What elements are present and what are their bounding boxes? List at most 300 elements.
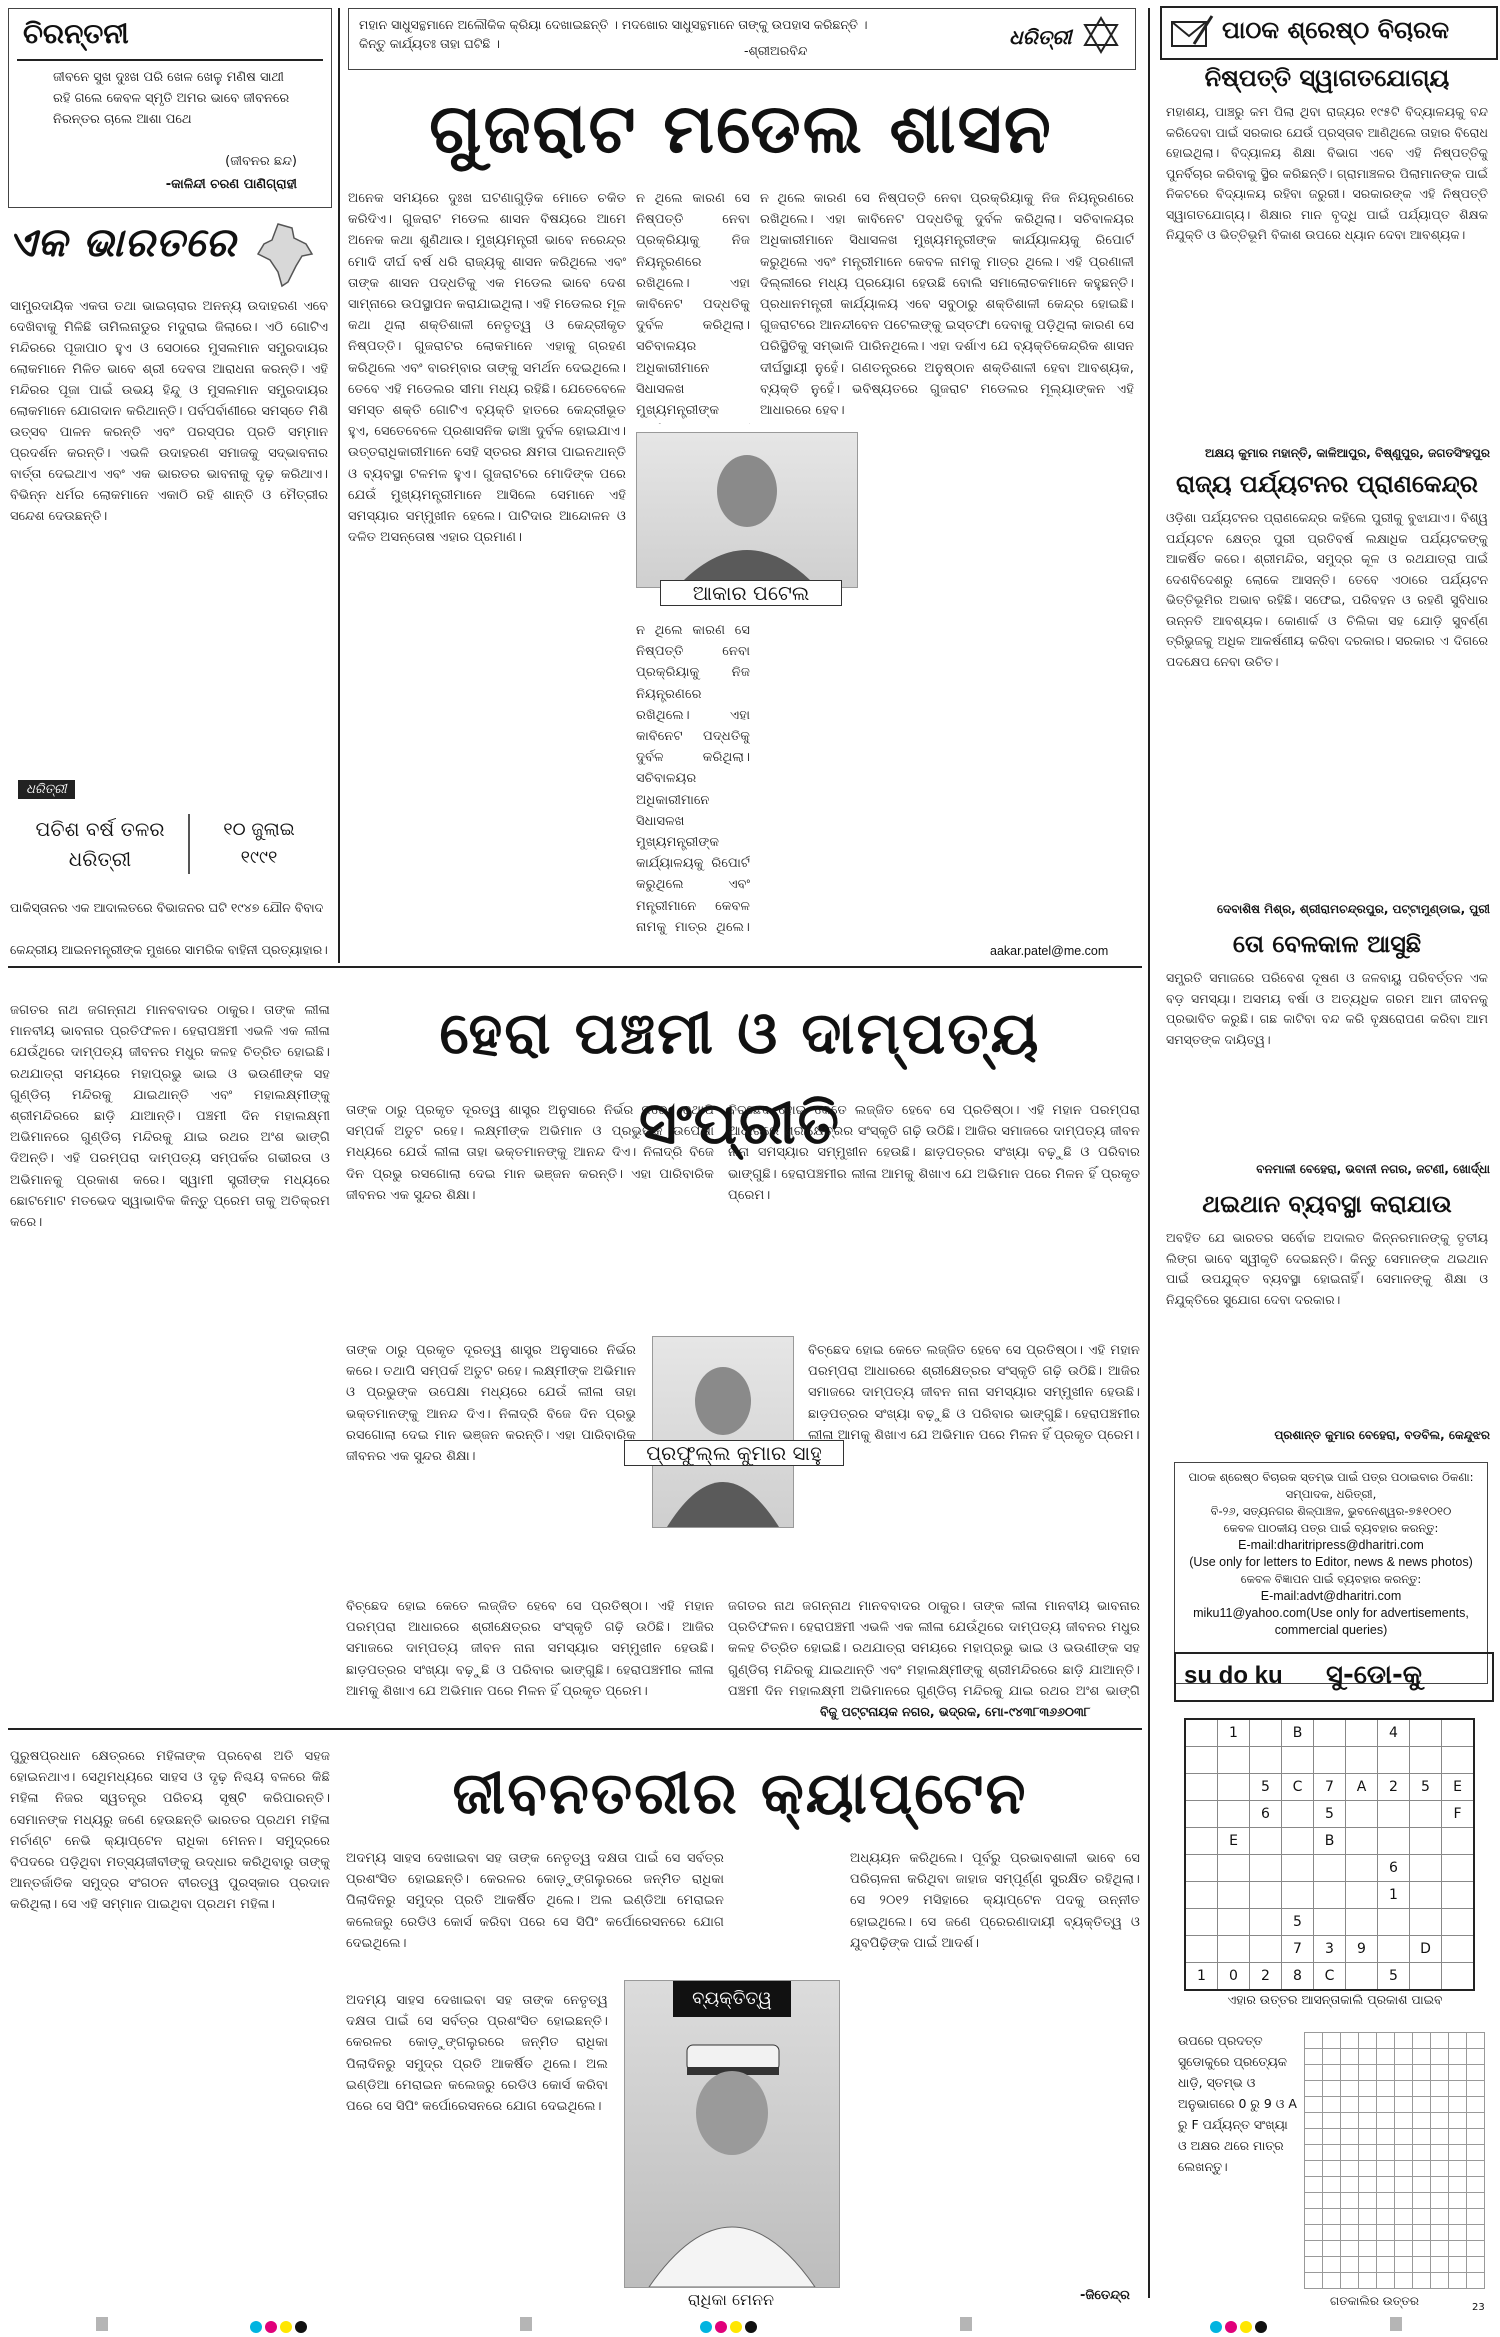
solution-cell bbox=[1305, 2193, 1323, 2209]
solution-cell bbox=[1323, 2225, 1341, 2241]
sudoku-row bbox=[1185, 1855, 1474, 1882]
solution-row bbox=[1305, 2033, 1485, 2049]
solution-cell bbox=[1359, 2065, 1377, 2081]
sudoku-cell[interactable] bbox=[1346, 1747, 1378, 1774]
sudoku-cell[interactable] bbox=[1185, 1936, 1218, 1963]
photo-radhika-menon bbox=[624, 1980, 840, 2288]
solution-cell bbox=[1449, 2193, 1467, 2209]
sudoku-cell[interactable] bbox=[1314, 1909, 1346, 1936]
footer-mark-3 bbox=[960, 2317, 972, 2331]
pachisa-item-2: କେନ୍ଦ୍ରୀୟ ଆଇନମନ୍ତ୍ରୀଙ୍କ ମୁଖରେ ସାମରିକ ବାହିନୀ ପ୍ରତ୍ୟାହାର। bbox=[10, 942, 328, 957]
sudoku-cell[interactable] bbox=[1185, 1774, 1218, 1801]
solution-cell bbox=[1431, 2049, 1449, 2065]
sudoku-cell[interactable]: 0 bbox=[1218, 1963, 1250, 1991]
letter-2-sender: ଦେବାଶିଷ ମିଶ୍ର, ଶ୍ରୀରାମଚନ୍ଦ୍ରପୁର, ପଟ୍ଟାମୁଣ୍ଡାଇ, ପୁରୀ bbox=[1217, 902, 1490, 916]
solution-cell bbox=[1449, 2241, 1467, 2257]
sudoku-cell[interactable]: B bbox=[1314, 1828, 1346, 1855]
sudoku-row bbox=[1185, 1774, 1474, 1801]
solution-cell bbox=[1359, 2081, 1377, 2097]
solution-cell bbox=[1467, 2257, 1485, 2273]
solution-cell bbox=[1359, 2225, 1377, 2241]
solution-cell bbox=[1323, 2193, 1341, 2209]
solution-cell bbox=[1359, 2129, 1377, 2145]
solution-cell bbox=[1449, 2113, 1467, 2129]
solution-cell bbox=[1449, 2097, 1467, 2113]
solution-cell bbox=[1449, 2129, 1467, 2145]
solution-row bbox=[1305, 2273, 1485, 2289]
masthead-paper-name: ଧରିତ୍ରୀ bbox=[1009, 25, 1072, 49]
solution-cell bbox=[1395, 2273, 1413, 2289]
solution-cell bbox=[1467, 2177, 1485, 2193]
sudoku-cell[interactable] bbox=[1378, 1801, 1410, 1828]
solution-cell bbox=[1467, 2065, 1485, 2081]
sudoku-cell[interactable]: A bbox=[1346, 1774, 1378, 1801]
solution-cell bbox=[1431, 2081, 1449, 2097]
solution-cell bbox=[1467, 2129, 1485, 2145]
solution-cell bbox=[1395, 2161, 1413, 2177]
solution-cell bbox=[1341, 2177, 1359, 2193]
sudoku-cell[interactable] bbox=[1250, 1719, 1282, 1747]
sudoku-cell[interactable]: 2 bbox=[1378, 1774, 1410, 1801]
footer-registration bbox=[0, 2316, 1500, 2332]
india-map-icon bbox=[248, 220, 320, 292]
sudoku-cell[interactable] bbox=[1218, 1936, 1250, 1963]
pachisa-box bbox=[8, 780, 330, 880]
sudoku-cell[interactable] bbox=[1442, 1963, 1475, 1991]
solution-cell bbox=[1323, 2177, 1341, 2193]
sudoku-cell[interactable]: 1 bbox=[1218, 1719, 1250, 1747]
pathaka-banner-title: ପାଠକ ଶ୍ରେଷ୍ଠ ବିଚାରକ bbox=[1222, 16, 1450, 44]
sudoku-cell[interactable] bbox=[1442, 1747, 1475, 1774]
contact-email-press: E-mail:dharitripress@dharitri.com bbox=[1238, 1538, 1424, 1552]
solution-cell bbox=[1413, 2225, 1431, 2241]
sudoku-cell[interactable] bbox=[1250, 1828, 1282, 1855]
masthead-quote-box bbox=[348, 8, 1136, 70]
sudoku-cell[interactable] bbox=[1346, 1909, 1378, 1936]
sudoku-cell[interactable] bbox=[1185, 1801, 1218, 1828]
solution-row bbox=[1305, 2065, 1485, 2081]
solution-cell bbox=[1413, 2161, 1431, 2177]
solution-cell bbox=[1431, 2113, 1449, 2129]
envelope-pen-icon bbox=[1170, 14, 1214, 50]
contact-line-2: ସମ୍ପାଦକ, ଧରିତ୍ରୀ, bbox=[1285, 1487, 1377, 1501]
solution-cell bbox=[1305, 2241, 1323, 2257]
solution-row bbox=[1305, 2241, 1485, 2257]
solution-cell bbox=[1341, 2113, 1359, 2129]
footer-mark-2 bbox=[520, 2317, 532, 2331]
sudoku-cell[interactable] bbox=[1282, 1747, 1314, 1774]
solution-cell bbox=[1359, 2145, 1377, 2161]
solution-cell bbox=[1413, 2049, 1431, 2065]
solution-cell bbox=[1341, 2081, 1359, 2097]
solution-cell bbox=[1467, 2049, 1485, 2065]
ekbharat-title: ଏକ ଭାରତରେ bbox=[8, 220, 330, 290]
sudoku-cell[interactable] bbox=[1442, 1828, 1475, 1855]
solution-cell bbox=[1413, 2177, 1431, 2193]
sudoku-cell[interactable] bbox=[1346, 1828, 1378, 1855]
solution-cell bbox=[1377, 2097, 1395, 2113]
solution-row bbox=[1305, 2225, 1485, 2241]
solution-cell bbox=[1377, 2049, 1395, 2065]
letter-2-body: ଓଡ଼ିଶା ପର୍ଯ୍ୟଟନର ପ୍ରାଣକେନ୍ଦ୍ର କହିଲେ ପୁରୀକୁ ବୁଝାଯାଏ। ବିଶ୍ୱ ପର୍ଯ୍ୟଟନ କ୍ଷେତ୍ର ପୁରୀ ପ୍ରତିବର୍ଷ ଲକ୍ଷାଧିକ ପର୍ଯ୍ୟଟକଙ୍କୁ ଆକର୍ଷିତ କରେ। ଶ୍ରୀମନ୍ଦିର, ସମୁଦ୍ର କୂଳ ଓ ରଥଯାତ୍ରା ପାଇଁ ଦେଶବିଦେଶରୁ ଲୋକେ ଆସନ୍ତି। ତେବେ ଏଠାରେ ପର୍ଯ୍ୟଟନ ଭିତ୍ତିଭୂମିର ଅଭାବ ରହିଛି। ସଫେଇ, ପରିବହନ ଓ ରହଣି ସୁବିଧାର ଉନ୍ନତି ଆବଶ୍ୟକ। କୋଣାର୍କ ଓ ଚିଲିକା ସହ ଯୋଡ଼ି ସୁବର୍ଣ୍ଣ ତ୍ରିଭୁଜକୁ ଅଧିକ ଆକର୍ଷଣୀୟ କରିବା ଦରକାର। ସରକାର ଏ ଦିଗରେ ପଦକ୍ଷେପ ନେବା ଉଚିତ। bbox=[1166, 510, 1488, 669]
sudoku-cell[interactable] bbox=[1410, 1855, 1442, 1882]
sudoku-cell[interactable] bbox=[1410, 1801, 1442, 1828]
gujarat-col-3: ନ ଥିଲେ କାରଣ ସେ ନିଷ୍ପତ୍ତି ନେବା ପ୍ରକ୍ରିୟାକୁ ନିଜ ନିୟନ୍ତ୍ରଣରେ ରଖିଥିଲେ। ଏହା କାବିନେଟ ପଦ୍ଧତିକୁ ଦୁର୍ବଳ କରିଥିଲା। ସଚିବାଳୟର ଅଧିକାରୀମାନେ ସିଧାସଳଖ ମୁଖ୍ୟମନ୍ତ୍ରୀଙ୍କ କାର୍ଯ୍ୟାଳୟକୁ ରିପୋର୍ଟ କରୁଥିଲେ ଏବଂ ମନ୍ତ୍ରୀମାନେ କେବଳ ନାମକୁ ମାତ୍ର ଥିଲେ। ଏହି ପ୍ରଣାଳୀ ଦିଲ୍ଲୀରେ ମଧ୍ୟ ପ୍ରୟୋଗ ହେଉଛି ବୋଲି ସମାଲୋଚକମାନେ କହୁଛନ୍ତି। ପ୍ରଧାନମନ୍ତ୍ରୀ କାର୍ଯ୍ୟାଳୟ ଏବେ ସବୁଠାରୁ ଶକ୍ତିଶାଳୀ କେନ୍ଦ୍ର ହୋଇଛି। ଗୁଜରାଟରେ ଆନନ୍ଦୀବେନ ପଟେଲଙ୍କୁ ଇସ୍ତଫା ଦେବାକୁ ପଡ଼ିଥିଲା କାରଣ ସେ ପରିସ୍ଥିତିକୁ ସମ୍ଭାଳି ପାରିନଥିଲେ। ଏହା ଦର୍ଶାଏ ଯେ ବ୍ୟକ୍ତିକେନ୍ଦ୍ରିକ ଶାସନ ଦୀର୍ଘସ୍ଥାୟୀ ନୁହେଁ। ଗଣତନ୍ତ୍ରରେ ଅନୁଷ୍ଠାନ ଶକ୍ତିଶାଳୀ ହେବା ଆବଶ୍ୟକ, ବ୍ୟକ୍ତି ନୁହେଁ। ଭବିଷ୍ୟତରେ ଗୁଜରାଟ ମଡେଲର ମୂଲ୍ୟାଙ୍କନ ଏହି ଆଧାରରେ ହେବ। bbox=[760, 191, 1134, 419]
solution-cell bbox=[1413, 2081, 1431, 2097]
sudoku-cell[interactable]: 1 bbox=[1185, 1963, 1218, 1991]
sudoku-cell[interactable]: 8 bbox=[1282, 1963, 1314, 1991]
solution-cell bbox=[1359, 2273, 1377, 2289]
solution-cell bbox=[1359, 2193, 1377, 2209]
solution-cell bbox=[1467, 2097, 1485, 2113]
footer-mark-4 bbox=[1390, 2317, 1402, 2331]
pachisa-date: ୧୦ ଜୁଲାଇ ୧୯୯୧ bbox=[223, 819, 295, 868]
solution-cell bbox=[1395, 2177, 1413, 2193]
sudoku-cell[interactable]: 5 bbox=[1282, 1909, 1314, 1936]
letter-1-sender: ଅକ୍ଷୟ କୁମାର ମହାନ୍ତି, କାଳିଆପୁର, ବିଷ୍ଣୁପୁର, ଜଗତସିଂହପୁର bbox=[1204, 446, 1490, 460]
sudoku-cell[interactable] bbox=[1282, 1801, 1314, 1828]
sudoku-cell[interactable] bbox=[1218, 1747, 1250, 1774]
solution-cell bbox=[1323, 2241, 1341, 2257]
solution-cell bbox=[1323, 2065, 1341, 2081]
solution-row bbox=[1305, 2145, 1485, 2161]
solution-cell bbox=[1395, 2129, 1413, 2145]
jibana-byline: -ଜିତେନ୍ଦ୍ର bbox=[1080, 2288, 1130, 2303]
hera-col-1: ଜଗତର ନାଥ ଜଗନ୍ନାଥ ମାନବବାଦର ଠାକୁର। ତାଙ୍କ ଲୀଳା ମାନବୀୟ ଭାବନାର ପ୍ରତିଫଳନ। ହେରାପଞ୍ଚମୀ ଏଭଳି ଏକ ଲୀଳା ଯେଉଁଥିରେ ଦାମ୍ପତ୍ୟ ଜୀବନର ମଧୁର କଳହ ଚିତ୍ରିତ ହୋଇଛି। ରଥଯାତ୍ରା ସମୟରେ ମହାପ୍ରଭୁ ଭାଇ ଓ ଭଉଣୀଙ୍କ ସହ ଗୁଣ୍ଡିଚା ମନ୍ଦିରକୁ ଯାଇଥାନ୍ତି ଏବଂ ମହାଲକ୍ଷ୍ମୀଙ୍କୁ ଶ୍ରୀମନ୍ଦିରରେ ଛାଡ଼ି ଯାଆନ୍ତି। ପଞ୍ଚମୀ ଦିନ ମହାଲକ୍ଷ୍ମୀ ଅଭିମାନରେ ଗୁଣ୍ଡିଚା ମନ୍ଦିରକୁ ଯାଇ ରଥର ଅଂଶ ଭାଙ୍ଗି ଦିଅନ୍ତି। ଏହି ପରମ୍ପରା ଦାମ୍ପତ୍ୟ ସମ୍ପର୍କର ଗଭୀରତା ଓ ଅଭିମାନକୁ ପ୍ରକାଶ କରେ। ସ୍ୱାମୀ ସ୍ତ୍ରୀଙ୍କ ମଧ୍ୟରେ ଛୋଟମୋଟ ମତଭେଦ ସ୍ୱାଭାବିକ କିନ୍ତୁ ପ୍ରେମ ତାକୁ ଅତିକ୍ରମ କରେ। bbox=[10, 1003, 330, 1231]
sudoku-cell[interactable] bbox=[1185, 1882, 1218, 1909]
sudoku-cell[interactable] bbox=[1250, 1855, 1282, 1882]
solution-cell bbox=[1449, 2065, 1467, 2081]
sudoku-cell[interactable] bbox=[1218, 1909, 1250, 1936]
author-photo-prafulla-sahu bbox=[652, 1336, 794, 1528]
solution-cell bbox=[1305, 2225, 1323, 2241]
sudoku-cell[interactable] bbox=[1346, 1882, 1378, 1909]
sudoku-cell[interactable] bbox=[1346, 1719, 1378, 1747]
solution-cell bbox=[1395, 2065, 1413, 2081]
solution-row bbox=[1305, 2049, 1485, 2065]
sudoku-cell[interactable] bbox=[1346, 1963, 1378, 1991]
jibana-col-2: ଅଦମ୍ୟ ସାହସ ଦେଖାଇବା ସହ ତାଙ୍କ ନେତୃତ୍ୱ ଦକ୍ଷତା ପାଇଁ ସେ ସର୍ବତ୍ର ପ୍ରଶଂସିତ ହୋଇଛନ୍ତି। କେରଳର କୋଡ଼ୁଙ୍ଗଲୁରରେ ଜନ୍ମିତ ରାଧିକା ପିଲାଦିନରୁ ସମୁଦ୍ର ପ୍ରତି ଆକର୍ଷିତ ଥିଲେ। ଅଲ ଇଣ୍ଡିଆ ମେରାଇନ କଲେଜରୁ ରେଡିଓ କୋର୍ସ କରିବା ପରେ ସେ ସିପିଂ କର୍ପୋରେସନରେ ଯୋଗ ଦେଇଥିଲେ। bbox=[346, 1851, 724, 1951]
solution-cell bbox=[1431, 2033, 1449, 2049]
solution-cell bbox=[1341, 2049, 1359, 2065]
sudoku-cell[interactable] bbox=[1282, 1855, 1314, 1882]
sudoku-cell[interactable] bbox=[1282, 1882, 1314, 1909]
sudoku-cell[interactable] bbox=[1185, 1855, 1218, 1882]
solution-cell bbox=[1395, 2049, 1413, 2065]
sudoku-cell[interactable] bbox=[1442, 1855, 1475, 1882]
hera-col-2b: ତାଙ୍କ ଠାରୁ ପ୍ରକୃତ ଦୂରତ୍ୱ ଶାସ୍ତ୍ର ଅନୁସାରେ ନିର୍ଭର କରେ। ତଥାପି ସମ୍ପର୍କ ଅତୁଟ ରହେ। ଲକ୍ଷ୍ମୀଙ୍କ ଅଭିମାନ ଓ ପ୍ରଭୁଙ୍କ ଉପେକ୍ଷା ମଧ୍ୟରେ ଯେଉଁ ଲୀଳା ତାହା ଭକ୍ତମାନଙ୍କୁ ଆନନ୍ଦ ଦିଏ। ନିଳାଦ୍ରି ବିଜେ ଦିନ ପ୍ରଭୁ ରସଗୋଲା ଦେଇ ମାନ ଭଞ୍ଜନ କରନ୍ତି। ଏହା ପାରିବାରିକ ଜୀବନର ଏକ ସୁନ୍ଦର ଶିକ୍ଷା। bbox=[346, 1343, 636, 1465]
sudoku-note: ଏହାର ଉତ୍ତର ଆସନ୍ତାକାଲି ପ୍ରକାଶ ପାଇବ bbox=[1227, 1992, 1443, 2007]
solution-cell bbox=[1359, 2113, 1377, 2129]
solution-cell bbox=[1467, 2145, 1485, 2161]
solution-cell bbox=[1431, 2225, 1449, 2241]
sudoku-cell[interactable] bbox=[1314, 1882, 1346, 1909]
solution-cell bbox=[1305, 2145, 1323, 2161]
sudoku-cell[interactable]: 7 bbox=[1282, 1936, 1314, 1963]
sudoku-cell[interactable] bbox=[1378, 1747, 1410, 1774]
sudoku-cell[interactable] bbox=[1218, 1882, 1250, 1909]
solution-cell bbox=[1413, 2129, 1431, 2145]
solution-cell bbox=[1449, 2257, 1467, 2273]
solution-cell bbox=[1305, 2033, 1323, 2049]
sudoku-cell[interactable] bbox=[1250, 1936, 1282, 1963]
solution-cell bbox=[1323, 2161, 1341, 2177]
contact-box bbox=[1174, 1462, 1488, 1684]
solution-cell bbox=[1413, 2033, 1431, 2049]
solution-cell bbox=[1341, 2257, 1359, 2273]
solution-cell bbox=[1359, 2033, 1377, 2049]
solution-cell bbox=[1341, 2097, 1359, 2113]
solution-cell bbox=[1323, 2129, 1341, 2145]
sudoku-cell[interactable] bbox=[1378, 1909, 1410, 1936]
sudoku-cell[interactable] bbox=[1410, 1963, 1442, 1991]
sudoku-cell[interactable] bbox=[1250, 1882, 1282, 1909]
sudoku-cell[interactable] bbox=[1314, 1855, 1346, 1882]
solution-cell bbox=[1323, 2033, 1341, 2049]
sudoku-row bbox=[1185, 1747, 1474, 1774]
color-dots-2 bbox=[700, 2318, 760, 2337]
solution-row bbox=[1305, 2193, 1485, 2209]
solution-cell bbox=[1395, 2193, 1413, 2209]
sudoku-cell[interactable] bbox=[1442, 1936, 1475, 1963]
masthead-quote-author: -ଶ୍ରୀଅରବିନ୍ଦ bbox=[744, 43, 808, 58]
sudoku-cell[interactable] bbox=[1410, 1828, 1442, 1855]
solution-cell bbox=[1467, 2225, 1485, 2241]
sudoku-cell[interactable] bbox=[1218, 1774, 1250, 1801]
sudoku-cell[interactable]: 3 bbox=[1314, 1936, 1346, 1963]
solution-cell bbox=[1449, 2177, 1467, 2193]
solution-cell bbox=[1449, 2033, 1467, 2049]
hera-col-2c: ବିଚ୍ଛେଦ ହୋଇ କେତେ ଲଜ୍ଜିତ ହେବେ ସେ ପ୍ରତିଷ୍ଠା। ଏହି ମହାନ ପରମ୍ପରା ଆଧାରରେ ଶ୍ରୀକ୍ଷେତ୍ରର ସଂସ୍କୃତି ଗଢ଼ି ଉଠିଛି। ଆଜିର ସମାଜରେ ଦାମ୍ପତ୍ୟ ଜୀବନ ନାନା ସମସ୍ୟାର ସମ୍ମୁଖୀନ ହେଉଛି। ଛାଡ଼ପତ୍ରର ସଂଖ୍ୟା ବଢ଼ୁଛି ଓ ପରିବାର ଭାଙ୍ଗୁଛି। ହେରାପଞ୍ଚମୀର ଲୀଳା ଆମକୁ ଶିଖାଏ ଯେ ଅଭିମାନ ପରେ ମିଳନ ହିଁ ପ୍ରକୃତ ପ୍ରେମ। bbox=[346, 1599, 714, 1699]
sudoku-cell[interactable] bbox=[1410, 1719, 1442, 1747]
sudoku-cell[interactable]: 9 bbox=[1346, 1936, 1378, 1963]
solution-cell bbox=[1323, 2273, 1341, 2289]
solution-cell bbox=[1395, 2033, 1413, 2049]
page-number: 23 bbox=[1472, 2302, 1485, 2313]
solution-row bbox=[1305, 2129, 1485, 2145]
solution-cell bbox=[1323, 2097, 1341, 2113]
pachisa-item-1: ପାକିସ୍ତାନର ଏକ ଆଦାଲତରେ ବିଭାଜନର ଘଟି ୧୯୪୭ ଯୌନ ବିବାଦ bbox=[10, 900, 324, 915]
sudoku-cell[interactable] bbox=[1250, 1909, 1282, 1936]
letter-4-sender: ପ୍ରଶାନ୍ତ କୁମାର ବେହେରା, ବଡବିଲ, କେନ୍ଦୁଝର bbox=[1274, 1428, 1490, 1442]
hera-col-3b: ବିଚ୍ଛେଦ ହୋଇ କେତେ ଲଜ୍ଜିତ ହେବେ ସେ ପ୍ରତିଷ୍ଠା। ଏହି ମହାନ ପରମ୍ପରା ଆଧାରରେ ଶ୍ରୀକ୍ଷେତ୍ରର ସଂସ୍କୃତି ଗଢ଼ି ଉଠିଛି। ଆଜିର ସମାଜରେ ଦାମ୍ପତ୍ୟ ଜୀବନ ନାନା ସମସ୍ୟାର ସମ୍ମୁଖୀନ ହେଉଛି। ଛାଡ଼ପତ୍ରର ସଂଖ୍ୟା ବଢ଼ୁଛି ଓ ପରିବାର ଭାଙ୍ଗୁଛି। ହେରାପଞ୍ଚମୀର ଲୀଳା ଆମକୁ ଶିଖାଏ ଯେ ଅଭିମାନ ପରେ ମିଳନ ହିଁ ପ୍ରକୃତ ପ୍ରେମ। bbox=[808, 1343, 1140, 1443]
sudoku-cell[interactable]: 5 bbox=[1250, 1774, 1282, 1801]
sudoku-rules: ଉପରେ ପ୍ରଦତ୍ତ ସୁଡୋକୁରେ ପ୍ରତ୍ୟେକ ଧାଡ଼ି, ସ୍ତମ୍ଭ ଓ ଅନୁଭାଗରେ 0 ରୁ 9 ଓ A ରୁ F ପର୍ଯ୍ୟନ୍ତ ସଂଖ୍ୟା ଓ ଅକ୍ଷର ଥରେ ମାତ୍ର ଲେଖନ୍ତୁ। bbox=[1178, 2033, 1297, 2174]
solution-cell bbox=[1377, 2225, 1395, 2241]
solution-cell bbox=[1305, 2209, 1323, 2225]
solution-cell bbox=[1341, 2161, 1359, 2177]
solution-cell bbox=[1395, 2081, 1413, 2097]
sudoku-row bbox=[1185, 1801, 1474, 1828]
solution-row bbox=[1305, 2081, 1485, 2097]
hera-col-3: ବିଚ୍ଛେଦ ହୋଇ କେତେ ଲଜ୍ଜିତ ହେବେ ସେ ପ୍ରତିଷ୍ଠା। ଏହି ମହାନ ପରମ୍ପରା ଆଧାରରେ ଶ୍ରୀକ୍ଷେତ୍ରର ସଂସ୍କୃତି ଗଢ଼ି ଉଠିଛି। ଆଜିର ସମାଜରେ ଦାମ୍ପତ୍ୟ ଜୀବନ ନାନା ସମସ୍ୟାର ସମ୍ମୁଖୀନ ହେଉଛି। ଛାଡ଼ପତ୍ରର ସଂଖ୍ୟା ବଢ଼ୁଛି ଓ ପରିବାର ଭାଙ୍ଗୁଛି। ହେରାପଞ୍ଚମୀର ଲୀଳା ଆମକୁ ଶିଖାଏ ଯେ ଅଭିମାନ ପରେ ମିଳନ ହିଁ ପ୍ରକୃତ ପ୍ରେମ। bbox=[728, 1103, 1140, 1203]
solution-cell bbox=[1395, 2241, 1413, 2257]
solution-cell bbox=[1467, 2273, 1485, 2289]
sudoku-cell[interactable]: 5 bbox=[1410, 1774, 1442, 1801]
solution-cell bbox=[1359, 2177, 1377, 2193]
sudoku-cell[interactable]: 1 bbox=[1378, 1882, 1410, 1909]
solution-cell bbox=[1467, 2241, 1485, 2257]
sudoku-cell[interactable]: 4 bbox=[1378, 1719, 1410, 1747]
solution-cell bbox=[1431, 2273, 1449, 2289]
letter-3-title: ତୋ ବେଳକାଳ ଆସୁଛି bbox=[1232, 930, 1422, 958]
sudoku-cell[interactable]: C bbox=[1314, 1963, 1346, 1991]
contact-email-advt: E-mail:advt@dharitri.com bbox=[1260, 1589, 1402, 1603]
solution-cell bbox=[1323, 2049, 1341, 2065]
sudoku-title-en: su do ku bbox=[1184, 1662, 1283, 1689]
sudoku-cell[interactable]: E bbox=[1218, 1828, 1250, 1855]
solution-row bbox=[1305, 2113, 1485, 2129]
solution-cell bbox=[1431, 2097, 1449, 2113]
solution-cell bbox=[1377, 2177, 1395, 2193]
gujarat-col-1: ଅନେକ ସମୟରେ ଦୁଃଖ ଘଟଣାଗୁଡ଼ିକ ମୋତେ ଚକିତ କରିଦିଏ। ଗୁଜରାଟ ମଡେଲ ଶାସନ ବିଷୟରେ ଆମେ ଅନେକ କଥା ଶୁଣିଥାଉ। ମୁଖ୍ୟମନ୍ତ୍ରୀ ଭାବେ ନରେନ୍ଦ୍ର ମୋଦି ଦୀର୍ଘ ବର୍ଷ ଧରି ରାଜ୍ୟକୁ ଶାସନ କରିଥିଲେ ଏବଂ ତାଙ୍କ ଶାସନ ପଦ୍ଧତିକୁ ଏକ ମଡେଲ ଭାବେ ଦେଶ ସାମ୍ନାରେ ଉପସ୍ଥାପନ କରାଯାଇଥିଲା। ଏହି ମଡେଲର ମୂଳ କଥା ଥିଲା ଶକ୍ତିଶାଳୀ ନେତୃତ୍ୱ ଓ କେନ୍ଦ୍ରୀକୃତ ନିଷ୍ପତ୍ତି। ଗୁଜରାଟର ଲୋକମାନେ ଏହାକୁ ଗ୍ରହଣ କରିଥିଲେ ଏବଂ ବାରମ୍ବାର ତାଙ୍କୁ ସମର୍ଥନ ଦେଇଥିଲେ। ତେବେ ଏହି ମଡେଲର ସୀମା ମଧ୍ୟ ରହିଛି। ଯେତେବେଳେ ସମସ୍ତ ଶକ୍ତି ଗୋଟିଏ ବ୍ୟକ୍ତି ହାତରେ କେନ୍ଦ୍ରୀଭୂତ ହୁଏ, ସେତେବେଳେ ପ୍ରଶାସନିକ ଢାଞ୍ଚା ଦୁର୍ବଳ ହୋଇଯାଏ। ଉତ୍ତରାଧିକାରୀମାନେ ସେହି ସ୍ତରର କ୍ଷମତା ପାଇନଥାନ୍ତି ଓ ବ୍ୟବସ୍ଥା ଟଳମଳ ହୁଏ। ଗୁଜରାଟରେ ମୋଦିଙ୍କ ପରେ ଯେଉଁ ମୁଖ୍ୟମନ୍ତ୍ରୀମାନେ ଆସିଲେ ସେମାନେ ଏହି ସମସ୍ୟାର ସମ୍ମୁଖୀନ ହେଲେ। ପାଟିଦାର ଆନ୍ଦୋଳନ ଓ ଦଳିତ ଅସନ୍ତୋଷ ଏହାର ପ୍ରମାଣ। bbox=[348, 191, 626, 546]
sudoku-row bbox=[1185, 1882, 1474, 1909]
hera-address: ବିଜୁ ପଟ୍ଟନାୟକ ନଗର, ଭଦ୍ରକ, ମୋ-୯୪୩୮୩୬୬୦୩୮ bbox=[820, 1704, 1091, 1719]
sudoku-cell[interactable] bbox=[1250, 1747, 1282, 1774]
solution-cell bbox=[1341, 2193, 1359, 2209]
sudoku-cell[interactable]: 5 bbox=[1314, 1801, 1346, 1828]
sudoku-cell[interactable]: C bbox=[1282, 1774, 1314, 1801]
solution-cell bbox=[1413, 2257, 1431, 2273]
hera-col-2: ତାଙ୍କ ଠାରୁ ପ୍ରକୃତ ଦୂରତ୍ୱ ଶାସ୍ତ୍ର ଅନୁସାରେ ନିର୍ଭର କରେ। ତଥାପି ସମ୍ପର୍କ ଅତୁଟ ରହେ। ଲକ୍ଷ୍ମୀଙ୍କ ଅଭିମାନ ଓ ପ୍ରଭୁଙ୍କ ଉପେକ୍ଷା ମଧ୍ୟରେ ଯେଉଁ ଲୀଳା ତାହା ଭକ୍ତମାନଙ୍କୁ ଆନନ୍ଦ ଦିଏ। ନିଳାଦ୍ରି ବିଜେ ଦିନ ପ୍ରଭୁ ରସଗୋଲା ଦେଇ ମାନ ଭଞ୍ଜନ କରନ୍ତି। ଏହା ପାରିବାରିକ ଜୀବନର ଏକ ସୁନ୍ଦର ଶିକ୍ଷା। bbox=[346, 1103, 714, 1203]
solution-cell bbox=[1413, 2241, 1431, 2257]
solution-cell bbox=[1341, 2145, 1359, 2161]
sudoku-cell[interactable]: 7 bbox=[1314, 1774, 1346, 1801]
letter-4-title: ଥଇଥାନ ବ୍ୟବସ୍ଥା କରାଯାଉ bbox=[1202, 1190, 1452, 1218]
solution-cell bbox=[1305, 2161, 1323, 2177]
sudoku-cell[interactable] bbox=[1410, 1909, 1442, 1936]
solution-cell bbox=[1305, 2081, 1323, 2097]
sudoku-cell[interactable] bbox=[1314, 1719, 1346, 1747]
solution-cell bbox=[1431, 2257, 1449, 2273]
sudoku-row bbox=[1185, 1828, 1474, 1855]
sudoku-cell[interactable] bbox=[1218, 1855, 1250, 1882]
solution-cell bbox=[1467, 2193, 1485, 2209]
solution-cell bbox=[1431, 2177, 1449, 2193]
sudoku-cell[interactable] bbox=[1282, 1828, 1314, 1855]
sudoku-cell[interactable] bbox=[1410, 1882, 1442, 1909]
sudoku-cell[interactable] bbox=[1185, 1828, 1218, 1855]
solution-cell bbox=[1341, 2065, 1359, 2081]
solution-cell bbox=[1305, 2049, 1323, 2065]
sudoku-cell[interactable] bbox=[1185, 1747, 1218, 1774]
solution-cell bbox=[1395, 2097, 1413, 2113]
sudoku-cell[interactable]: D bbox=[1410, 1936, 1442, 1963]
solution-cell bbox=[1395, 2257, 1413, 2273]
solution-cell bbox=[1377, 2129, 1395, 2145]
rule-top-section bbox=[8, 966, 1142, 968]
rule-left bbox=[338, 8, 340, 963]
rule-mid-section bbox=[8, 1728, 1142, 1730]
jibana-tag: ବ୍ୟକ୍ତିତ୍ୱ bbox=[673, 1981, 791, 2017]
pachisa-title: ପଚିଶ ବର୍ଷ ତଳର ଧରିତ୍ରୀ bbox=[35, 817, 165, 871]
sudoku-cell[interactable] bbox=[1314, 1747, 1346, 1774]
solution-row bbox=[1305, 2177, 1485, 2193]
contact-line-4: କେବଳ ପାଠକୀୟ ପତ୍ର ପାଇଁ ବ୍ୟବହାର କରନ୍ତୁ: bbox=[1223, 1521, 1439, 1535]
letter-3-sender: ବନମାଳୀ ବେହେରା, ଭବାନୀ ନଗର, ଜଟଣୀ, ଖୋର୍ଦ୍ଧା bbox=[1256, 1162, 1490, 1176]
solution-cell bbox=[1449, 2081, 1467, 2097]
solution-cell bbox=[1341, 2209, 1359, 2225]
sudoku-cell[interactable] bbox=[1378, 1828, 1410, 1855]
jibana-caption: ରାଧିକା ମେନନ bbox=[687, 2290, 775, 2309]
solution-cell bbox=[1467, 2113, 1485, 2129]
sudoku-cell[interactable]: 5 bbox=[1378, 1963, 1410, 1991]
solution-cell bbox=[1431, 2145, 1449, 2161]
solution-cell bbox=[1413, 2097, 1431, 2113]
dharitri-small-logo: ଧରିତ୍ରୀ bbox=[18, 780, 75, 799]
jibana-col-2b: ଅଦମ୍ୟ ସାହସ ଦେଖାଇବା ସହ ତାଙ୍କ ନେତୃତ୍ୱ ଦକ୍ଷତା ପାଇଁ ସେ ସର୍ବତ୍ର ପ୍ରଶଂସିତ ହୋଇଛନ୍ତି। କେରଳର କୋଡ଼ୁଙ୍ଗଲୁରରେ ଜନ୍ମିତ ରାଧିକା ପିଲାଦିନରୁ ସମୁଦ୍ର ପ୍ରତି ଆକର୍ଷିତ ଥିଲେ। ଅଲ ଇଣ୍ଡିଆ ମେରାଇନ କଲେଜରୁ ରେଡିଓ କୋର୍ସ କରିବା ପରେ ସେ ସିପିଂ କର୍ପୋରେସନରେ ଯୋଗ ଦେଇଥିଲେ। bbox=[346, 1993, 608, 2115]
solution-cell bbox=[1377, 2161, 1395, 2177]
sudoku-cell[interactable] bbox=[1185, 1909, 1218, 1936]
solution-cell bbox=[1395, 2113, 1413, 2129]
letter-1-body: ମହାଶୟ, ପାଞ୍ଚରୁ କମ ପିଲା ଥିବା ରାଜ୍ୟର ୧୯୫ଟି ବିଦ୍ୟାଳୟକୁ ବନ୍ଦ କରିଦେବା ପାଇଁ ସରକାର ଯେଉଁ ପ୍ରସ୍ତାବ ଆଣିଥିଲେ ତାହାର ବିରୋଧ ହୋଇଥିଲା। ବିଦ୍ୟାଳୟ ଶିକ୍ଷା ବିଭାଗ ଏବେ ଏହି ନିଷ୍ପତ୍ତିକୁ ପୁନର୍ବିଚାର କରିବାକୁ ସ୍ଥିର କରିଛନ୍ତି। ଗ୍ରାମାଞ୍ଚଳର ପିଲାମାନଙ୍କ ପାଇଁ ନିକଟରେ ବିଦ୍ୟାଳୟ ରହିବା ଜରୁରୀ। ସରକାରଙ୍କ ଏହି ନିଷ୍ପତ୍ତି ସ୍ୱାଗତଯୋଗ୍ୟ। ଶିକ୍ଷାର ମାନ ବୃଦ୍ଧି ପାଇଁ ପର୍ଯ୍ୟାପ୍ତ ଶିକ୍ଷକ ନିଯୁକ୍ତି ଓ ଭିତ୍ତିଭୂମି ବିକାଶ ଉପରେ ଧ୍ୟାନ ଦେବା ଆବଶ୍ୟକ। bbox=[1166, 104, 1488, 242]
chirantani-box bbox=[8, 8, 332, 208]
sudoku-cell[interactable] bbox=[1410, 1747, 1442, 1774]
captain-portrait-icon bbox=[625, 2017, 839, 2287]
sudoku-cell[interactable] bbox=[1442, 1882, 1475, 1909]
sudoku-cell[interactable]: 6 bbox=[1378, 1855, 1410, 1882]
solution-cell bbox=[1413, 2113, 1431, 2129]
chirantani-title-rule bbox=[17, 59, 323, 61]
sudoku-cell[interactable]: E bbox=[1442, 1774, 1475, 1801]
pathaka-banner bbox=[1160, 6, 1498, 60]
sudoku-cell[interactable] bbox=[1442, 1719, 1475, 1747]
solution-cell bbox=[1323, 2257, 1341, 2273]
solution-cell bbox=[1431, 2065, 1449, 2081]
solution-cell bbox=[1377, 2145, 1395, 2161]
person-silhouette-icon bbox=[653, 1337, 793, 1527]
footer-mark-1 bbox=[96, 2317, 108, 2331]
solution-cell bbox=[1359, 2257, 1377, 2273]
gujarat-email: aakar.patel@me.com bbox=[990, 944, 1109, 958]
solution-cell bbox=[1449, 2273, 1467, 2289]
solution-cell bbox=[1305, 2257, 1323, 2273]
sudoku-cell[interactable] bbox=[1185, 1719, 1218, 1747]
solution-cell bbox=[1431, 2129, 1449, 2145]
sudoku-cell[interactable]: 2 bbox=[1250, 1963, 1282, 1991]
sudoku-cell[interactable] bbox=[1346, 1855, 1378, 1882]
solution-cell bbox=[1449, 2209, 1467, 2225]
sudoku-cell[interactable] bbox=[1378, 1936, 1410, 1963]
gujarat-headline: ଗୁଜରାଟ ମଡେଲ ଶାସନ bbox=[429, 90, 1053, 169]
solution-cell bbox=[1305, 2273, 1323, 2289]
solution-cell bbox=[1377, 2113, 1395, 2129]
sudoku-cell[interactable]: F bbox=[1442, 1801, 1475, 1828]
gujarat-col-2: ନ ଥିଲେ କାରଣ ସେ ନିଷ୍ପତ୍ତି ନେବା ପ୍ରକ୍ରିୟାକୁ ନିଜ ନିୟନ୍ତ୍ରଣରେ ରଖିଥିଲେ। ଏହା କାବିନେଟ ପଦ୍ଧତିକୁ ଦୁର୍ବଳ କରିଥିଲା। ସଚିବାଳୟର ଅଧିକାରୀମାନେ ସିଧାସଳଖ ମୁଖ୍ୟମନ୍ତ୍ରୀଙ୍କ କାର୍ଯ୍ୟାଳୟକୁ ରିପୋର୍ଟ କରୁଥିଲେ ଏବଂ ମନ୍ତ୍ରୀମାନେ କେବଳ ନାମକୁ ମାତ୍ର ଥିଲେ। bbox=[636, 623, 750, 935]
hera-headline: ହେରା ପଞ୍ଚମୀ ଓ ଦାମ୍ପତ୍ୟ ସଂପ୍ରୀତି bbox=[439, 999, 1041, 1157]
sudoku-cell[interactable]: 6 bbox=[1250, 1801, 1282, 1828]
sudoku-cell[interactable] bbox=[1218, 1801, 1250, 1828]
sudoku-cell[interactable] bbox=[1442, 1909, 1475, 1936]
sudoku-cell[interactable] bbox=[1346, 1801, 1378, 1828]
author-caption-prafulla-sahu: ପ୍ରଫୁଲ୍ଲ କୁମାର ସାହୁ bbox=[624, 1440, 844, 1466]
solution-cell bbox=[1323, 2113, 1341, 2129]
solution-cell bbox=[1359, 2049, 1377, 2065]
sudoku-cell[interactable]: B bbox=[1282, 1719, 1314, 1747]
solution-cell bbox=[1431, 2193, 1449, 2209]
solution-cell bbox=[1449, 2225, 1467, 2241]
contact-line-6: (Use only for letters to Editor, news & news photos) bbox=[1189, 1555, 1473, 1569]
solution-cell bbox=[1467, 2209, 1485, 2225]
sudoku-row bbox=[1185, 1936, 1474, 1963]
solution-row bbox=[1305, 2161, 1485, 2177]
solution-cell bbox=[1377, 2209, 1395, 2225]
star-of-david-icon bbox=[1081, 15, 1121, 55]
chirantani-source: (ଜୀବନର ଛନ୍ଦ) bbox=[225, 154, 297, 169]
sudoku-row bbox=[1185, 1719, 1474, 1747]
solution-cell bbox=[1359, 2241, 1377, 2257]
sudoku-title-box bbox=[1174, 1652, 1494, 1702]
